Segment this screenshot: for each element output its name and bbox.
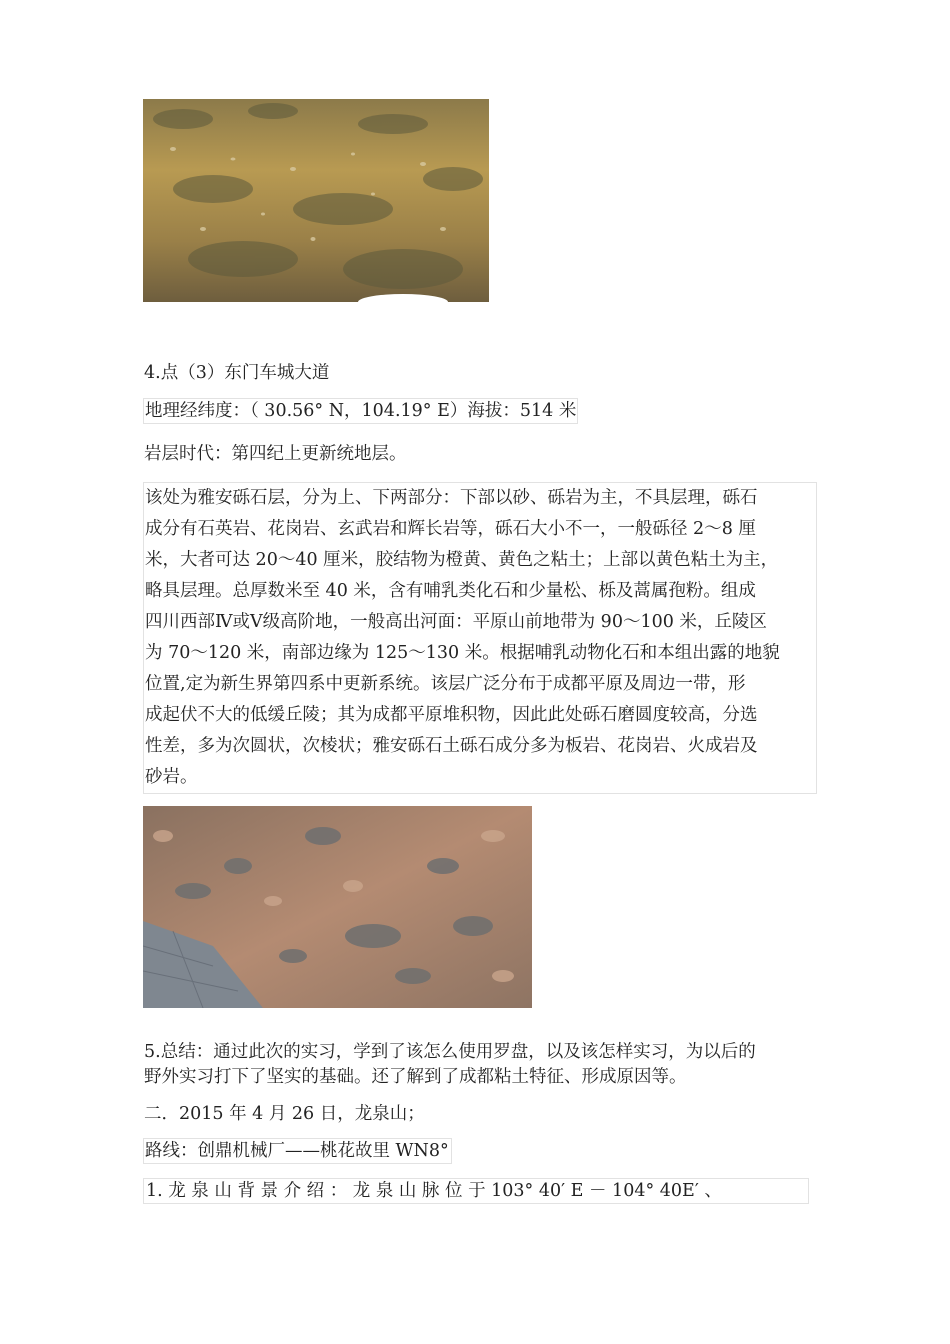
description-line: 该处为雅安砾石层，分为上、下两部分：下部以砂、砾岩为主，不具层理，砾石: [145, 488, 758, 508]
summary-line: 野外实习打下了坚实的基础。还了解到了成都粘土特征、形成原因等。: [144, 1067, 687, 1087]
gravel-soil-photo-bottom: [143, 806, 532, 1008]
coordinates-line: 地理经纬度：（ 30.56° N，104.19° E）海拔：514 米: [143, 398, 578, 424]
rock-era-line: 岩层时代：第四纪上更新统地层。: [144, 444, 407, 464]
section-4-heading: 4.点（3）东门车城大道: [144, 363, 330, 383]
description-line: 砂岩。: [145, 767, 198, 787]
description-line: 四川西部Ⅳ或Ⅴ级高阶地，一般高出河面：平原山前地带为 90～100 米，丘陵区: [145, 612, 767, 632]
summary-line: 5.总结：通过此次的实习，学到了该怎么使用罗盘，以及该怎样实习，为以后的: [144, 1042, 756, 1062]
gravel-layer-description: [143, 482, 817, 794]
gravel-soil-photo-top-image: [143, 99, 489, 302]
description-line: 性差，多为次圆状，次棱状；雅安砾石土砾石成分多为板岩、花岗岩、火成岩及: [145, 736, 758, 756]
gravel-soil-photo-top: [143, 99, 489, 302]
gravel-soil-photo-bottom-image: [143, 806, 532, 1008]
summary-paragraph: [144, 1040, 814, 1090]
description-line: 米，大者可达 20～40 厘米，胶结物为橙黄、黄色之粘土；上部以黄色粘土为主，: [145, 550, 779, 570]
description-line: 成分有石英岩、花岗岩、玄武岩和辉长岩等，砾石大小不一，一般砾径 2～8 厘: [145, 519, 756, 539]
part-2-title: 二．2015 年 4 月 26 日，龙泉山；: [144, 1104, 425, 1124]
longquan-background-intro: 1. 龙 泉 山 背 景 介 绍 ： 龙 泉 山 脉 位 于 103° 40′ E － 104° 40E′ 、: [143, 1178, 809, 1204]
description-line: 略具层理。总厚数米至 40 米，含有哺乳类化石和少量松、栎及蒿属孢粉。组成: [145, 581, 756, 601]
description-line: 为 70～120 米，南部边缘为 125～130 米。根据哺乳动物化石和本组出露的地貌: [145, 643, 780, 663]
description-line: 位置,定为新生界第四系中更新系统。该层广泛分布于成都平原及周边一带，形: [145, 674, 746, 694]
route-line: 路线：创鼎机械厂——桃花故里 WN8°: [143, 1138, 452, 1164]
description-line: 成起伏不大的低缓丘陵；其为成都平原堆积物，因此此处砾石磨圆度较高，分选: [145, 705, 758, 725]
